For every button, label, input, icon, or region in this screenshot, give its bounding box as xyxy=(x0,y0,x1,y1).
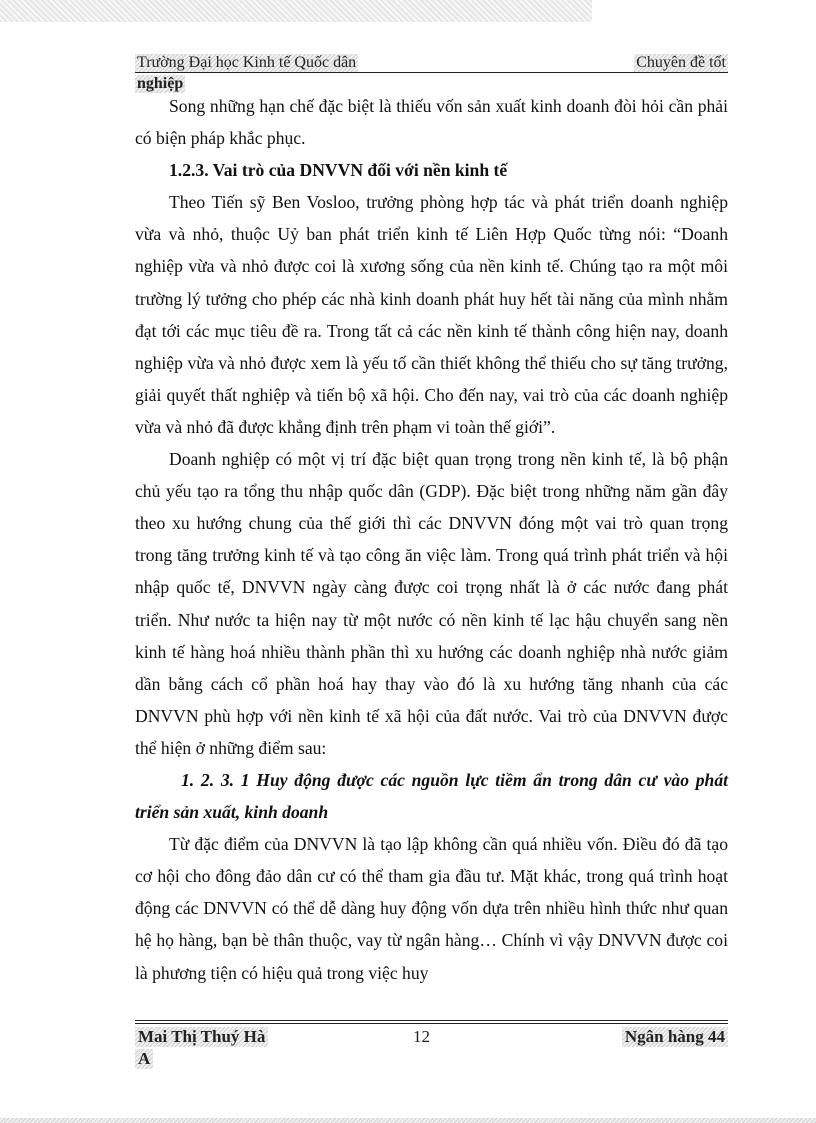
paragraph: Song những hạn chế đặc biệt là thiếu vốn sản xuất kinh doanh đòi hỏi cần phải có biện pháp khắc phục. xyxy=(135,96,728,149)
footer-rule xyxy=(135,1023,728,1024)
top-decorative-band xyxy=(0,0,592,22)
footer-class: Ngân hàng 44 xyxy=(622,1027,728,1047)
document-body xyxy=(135,90,728,989)
header-university: Trường Đại học Kinh tế Quốc dân xyxy=(137,54,357,71)
paragraph: Từ đặc điểm của DNVVN là tạo lập không cần quá nhiều vốn. Điều đó đã tạo cơ hội cho đông đảo dân cư có thể tham gia đầu tư. Mặt khác, trong quá trình hoạt động các DNVVN có thể dễ dàng huy động vốn dựa trên nhiều hình thức như quan hệ họ hàng, bạn bè thân thuộc, vay từ ngân hàng… Chính vì vậy DNVVN được coi là phương tiện có hiệu quả trong việc huy xyxy=(135,834,728,983)
header-continuation: nghiệp xyxy=(137,75,184,92)
header-rule xyxy=(135,72,728,73)
footer-rule xyxy=(135,1020,728,1021)
bottom-decorative-band xyxy=(0,1118,816,1123)
paragraph: Doanh nghiệp có một vị trí đặc biệt quan trọng trong nền kinh tế, là bộ phận chủ yếu tạo ra tổng thu nhập quốc dân (GDP). Đặc biệt trong những năm gần đây theo xu hướng chung của thế giới thì các DNVVN đóng một vai trò quan trọng trong tăng trưởng kinh tế và tạo công ăn việc làm. Trong quá trình phát triển và hội nhập quốc tế, DNVVN ngày càng được coi trọng nhất là ở các nước đang phát triển. Như nước ta hiện nay từ một nước có nền kinh tế lạc hậu chuyển sang nền kinh tế hàng hoá nhiều thành phần thì xu hướng các doanh nghiệp nhà nước giảm dần bằng cách cổ phần hoá hay thay vào đó là xu hướng tăng nhanh của các DNVVN phù hợp với nền kinh tế xã hội của đất nước. Vai trò của DNVVN được thể hiện ở những điểm sau: xyxy=(135,449,728,758)
footer-continuation: A xyxy=(135,1049,153,1069)
page-number: 12 xyxy=(413,1027,430,1046)
header-document-type: Chuyên đề tốt xyxy=(636,54,726,71)
page-header xyxy=(135,54,728,72)
subsection-heading: 1. 2. 3. 1 Huy động được các nguồn lực tiềm ẩn trong dân cư vào phát triển sản xuất, kinh doanh xyxy=(135,769,728,823)
footer-author: Mai Thị Thuý Hà xyxy=(135,1027,268,1047)
paragraph: Theo Tiến sỹ Ben Vosloo, trưởng phòng hợp tác và phát triển doanh nghiệp vừa và nhỏ, thuộc Uỷ ban phát triển kinh tế Liên Hợp Quốc từng nói: “Doanh nghiệp vừa và nhỏ được coi là xương sống của nền kinh tế. Chúng tạo ra một môi trường lý tưởng cho phép các nhà kinh doanh phát huy hết tài năng của mình nhằm đạt tới các mục tiêu đề ra. Trong tất cả các nền kinh tế thành công hiện nay, doanh nghiệp vừa và nhỏ được xem là yếu tố cần thiết không thể thiếu cho sự tăng trưởng, giải quyết thất nghiệp và tiến bộ xã hội. Cho đến nay, vai trò của các doanh nghiệp vừa và nhỏ đã được khẳng định trên phạm vi toàn thế giới”. xyxy=(135,192,728,437)
section-heading: 1.2.3. Vai trò của DNVVN đối với nền kinh tế xyxy=(169,160,508,181)
